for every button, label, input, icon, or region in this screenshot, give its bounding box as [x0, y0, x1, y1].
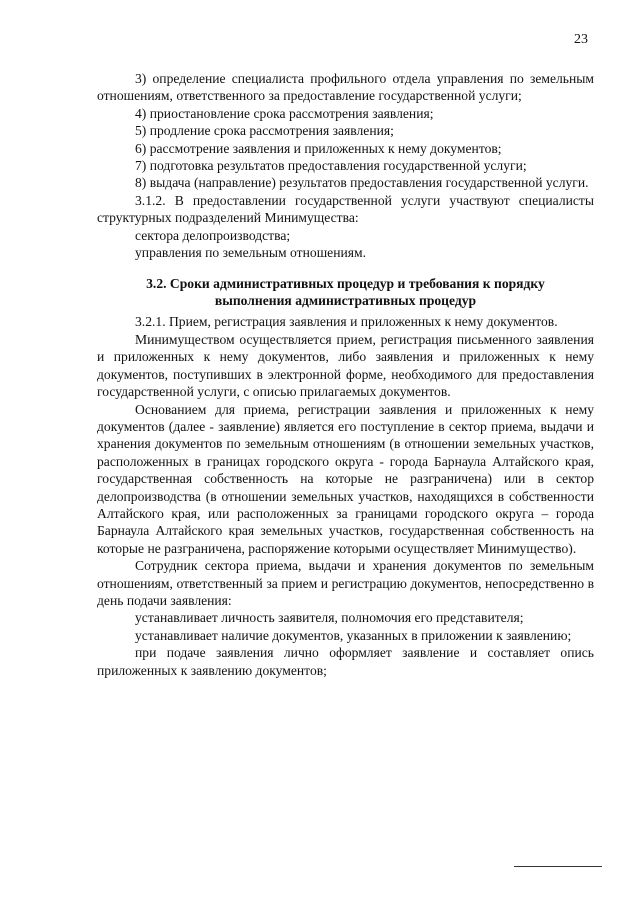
paragraph: Сотрудник сектора приема, выдачи и хранения документов по земельным отношениям, ответственный за прием и регистрацию документов, непосредственно в день подачи заявления: [97, 558, 594, 608]
paragraph: Минимуществом осуществляется прием, регистрация письменного заявления и приложенных к нему документов, либо заявления и приложенных к нему документов, поступивших в электронной форме, необходимого для предоставления государственной услуги, с описью прилагаемых документов. [97, 331, 594, 400]
paragraph: 3.1.2. В предоставлении государственной услуги участвуют специалисты структурных подразделений Минимущества: [97, 192, 594, 226]
list-item: сектора делопроизводства; [135, 227, 291, 243]
list-item: 4) приостановление срока рассмотрения заявления; [135, 105, 434, 121]
list-item: 8) выдача (направление) результатов предоставления государственной услуги. [135, 175, 589, 191]
list-item: 5) продление срока рассмотрения заявления; [135, 123, 394, 139]
paragraph: Основанием для приема, регистрации заявления и приложенных к нему документов (далее - заявление) является его поступление в сектор приема, выдачи и хранения документов по земельным отношениям (в отношении земельных участков, расположенных в границах городского округа - города Барнаула Алтайского края, государственная собственность на которые не разграничена) или в сектор делопроизводства (в отношении земельных участков, находящихся в собственности Алтайского края, или расположенных за границами городского округа – города Барнаула Алтайского края земельных участков, государственная собственность на которые не разграничена, распоряжение которыми осуществляет Минимущество). [97, 401, 594, 556]
list-item: 7) подготовка результатов предоставления государственной услуги; [135, 158, 527, 174]
list-item: 6) рассмотрение заявления и приложенных к нему документов; [135, 140, 502, 156]
page-number: 23 [574, 32, 588, 47]
list-item: устанавливает личность заявителя, полномочия его представителя; [135, 610, 524, 626]
list-item: устанавливает наличие документов, указанных в приложении к заявлению; [135, 627, 572, 643]
footer-divider [514, 866, 602, 867]
list-item: при подаче заявления лично оформляет заявление и составляет опись приложенных к заявлению документов; [97, 645, 594, 678]
list-item: 3) определение специалиста профильного отдела управления по земельным отношениям, ответственного за предоставление государственной услуги; [97, 71, 594, 104]
list-item: управления по земельным отношениям. [135, 245, 366, 261]
section-heading: 3.2. Сроки административных процедур и требования к порядку выполнения административных процедур [146, 276, 545, 309]
document-body [97, 70, 594, 679]
paragraph: 3.2.1. Прием, регистрация заявления и приложенных к нему документов. [135, 314, 558, 330]
